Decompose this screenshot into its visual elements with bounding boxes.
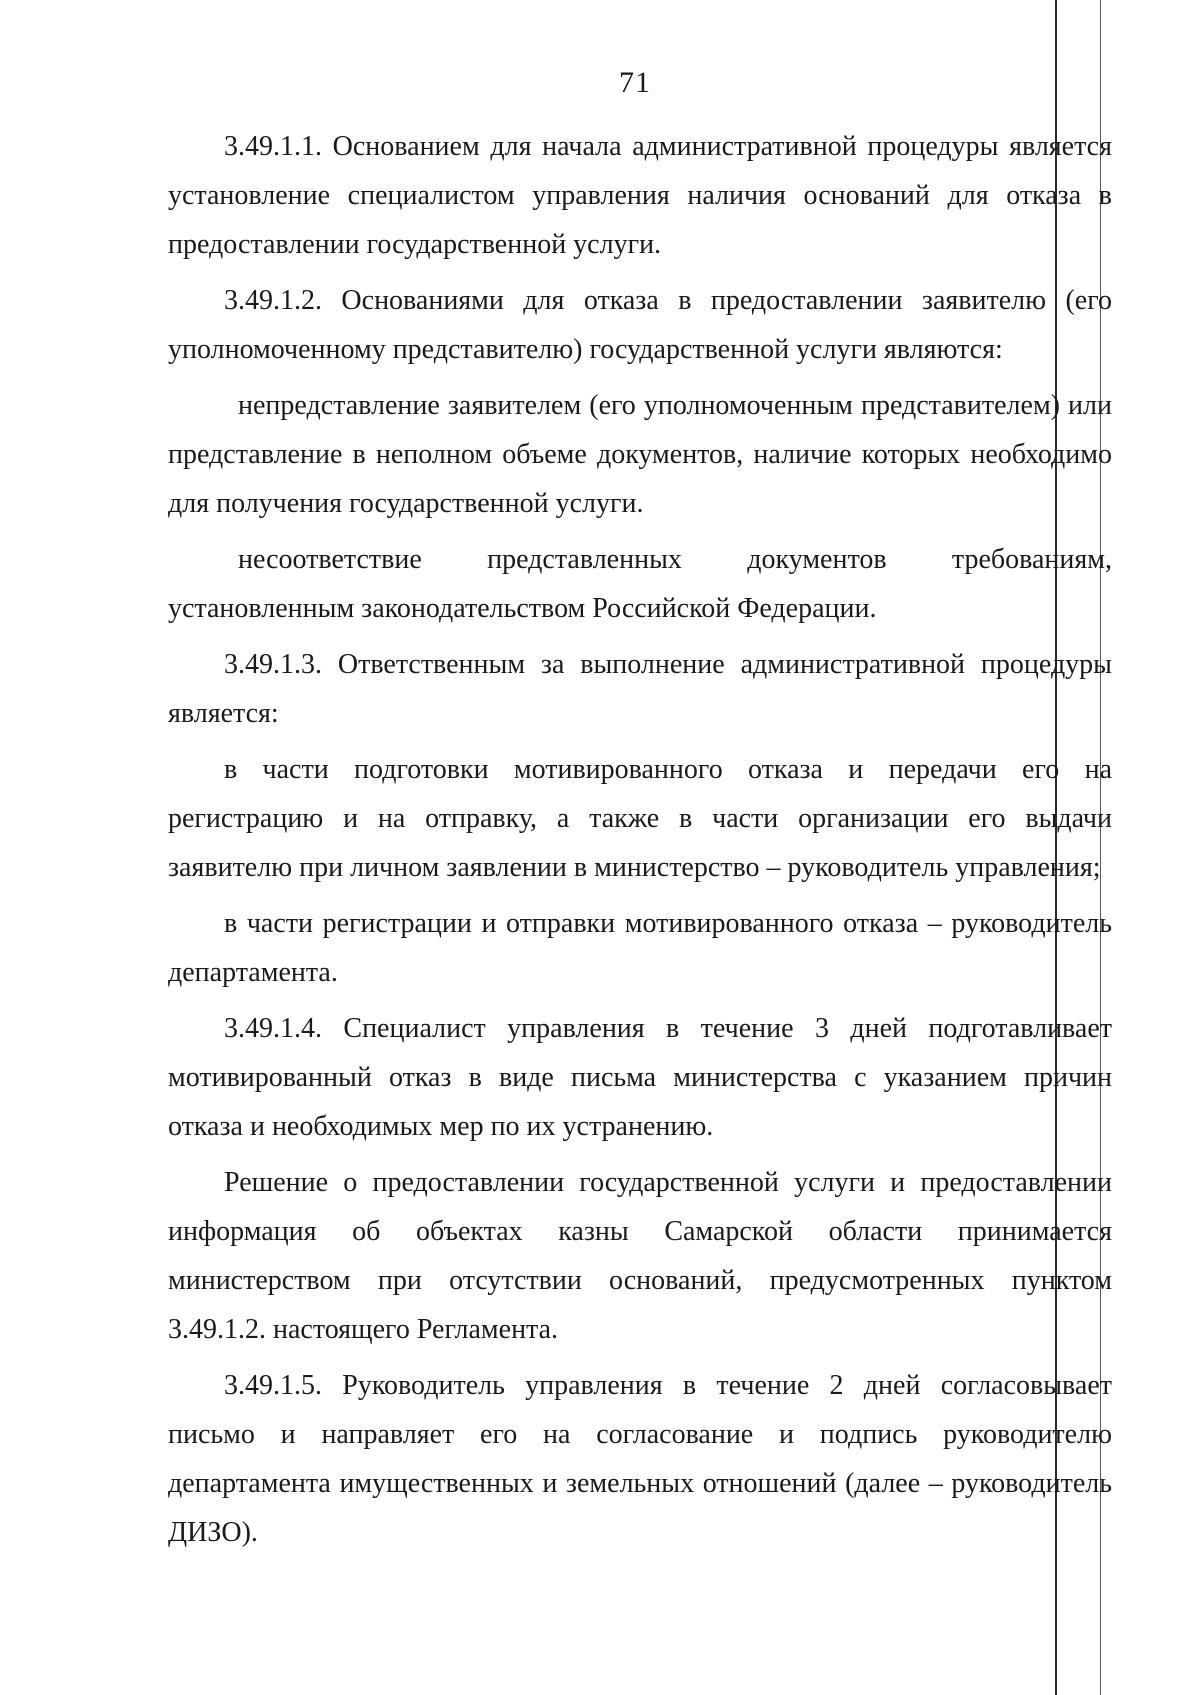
paragraph: непредставление заявителем (его уполномоченным представителем) или представление в неполном объеме документов, наличие которых необходимо для получения государственной услуги. [168, 390, 1112, 519]
paragraph: несоответствие представленных документов требованиям, установленным законодательством Российской Федерации. [168, 544, 1112, 624]
paragraph: 3.49.1.2. Основаниями для отказа в предоставлении заявителю (его уполномоченному представителю) государственной услуги являются: [168, 285, 1112, 365]
paragraph: в части подготовки мотивированного отказа и передачи его на регистрацию и на отправку, а также в части организации его выдачи заявителю при личном заявлении в министерство – руководитель управления; [168, 754, 1112, 883]
paragraph: 3.49.1.1. Основанием для начала административной процедуры является установление специалистом управления наличия оснований для отказа в предоставлении государственной услуги. [168, 131, 1112, 260]
page-number: 71 [619, 66, 651, 99]
paragraph: в части регистрации и отправки мотивированного отказа – руководитель департамента. [168, 908, 1112, 988]
body-text [168, 122, 1112, 1564]
paragraph: Решение о предоставлении государственной услуги и предоставлении информация об объектах казны Самарской области принимается министерством при отсутствии оснований, предусмотренных пунктом 3.49.1.2. настоящего Регламента. [168, 1167, 1112, 1345]
paragraph: 3.49.1.3. Ответственным за выполнение административной процедуры является: [168, 649, 1112, 729]
paragraph: 3.49.1.4. Специалист управления в течение 3 дней подготавливает мотивированный отказ в виде письма министерства с указанием причин отказа и необходимых мер по их устранению. [168, 1013, 1112, 1142]
paragraph: 3.49.1.5. Руководитель управления в течение 2 дней согласовывает письмо и направляет его на согласование и подпись руководителю департамента имущественных и земельных отношений (далее – руководитель ДИЗО). [168, 1370, 1112, 1548]
